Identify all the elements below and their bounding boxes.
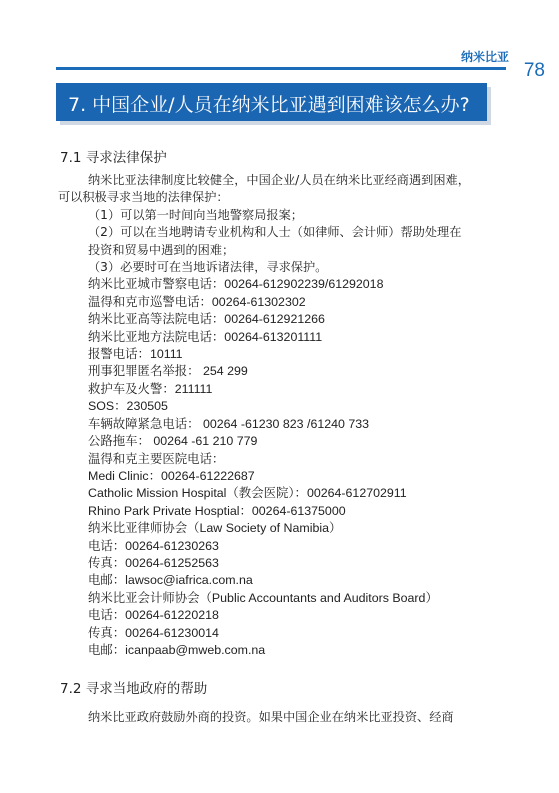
section-heading-7-2: 7.2 寻求当地政府的帮助 [60,681,208,697]
contact-line: 纳米比亚会计师协会（Public Accountants and Auditors Board） [88,590,438,605]
contact-line: SOS：230505 [88,399,168,414]
chapter-title: 7. 中国企业/人员在纳米比亚遇到困难该怎么办? [68,94,470,116]
contact-line: 温得和克主要医院电话： [88,451,225,466]
section-heading-7-1: 7.1 寻求法律保护 [60,150,167,166]
contact-line: 纳米比亚城市警察电话：00264-612902239/61292018 [88,277,384,292]
chapter-title-band [56,83,487,121]
contact-line: 公路拖车： 00264 -61 210 779 [88,434,258,449]
header-country: 纳米比亚 [460,50,509,64]
section-7-2-body: 纳米比亚政府鼓励外商的投资。如果中国企业在纳米比亚投资、经商 [88,710,454,724]
contact-line: 电话：00264-61230263 [88,538,219,553]
contact-line: Medi Clinic：00264-61222687 [88,468,255,483]
contact-line: Catholic Mission Hospital（教会医院）：00264-612702911 [88,486,407,501]
contact-line: 救护车及火警：211111 [88,381,213,396]
contact-line: 传真：00264-61252563 [88,555,219,570]
contact-line: 车辆故障紧急电话： 00264 -61230 823 /61240 733 [88,416,370,431]
paragraph-line: 可以积极寻求当地的法律保护： [58,190,229,205]
contact-line: Rhino Park Private Hosptial：00264-61375000 [88,503,346,518]
running-header [0,48,559,81]
page-number: 78 [523,60,545,81]
contact-line: 纳米比亚律师协会（Law Society of Namibia） [88,521,342,536]
paragraph-line: 纳米比亚法律制度比较健全，中国企业/人员在纳米比亚经商遇到困难， [88,173,470,187]
contact-line: 纳米比亚高等法院电话：00264-612921266 [88,312,325,327]
contact-line: 刑事犯罪匿名举报： 254 299 [88,364,248,379]
section-7-1-body [58,172,508,659]
list-item: （1）可以第一时间向当地警察局报案； [88,207,303,222]
contact-line: 传真：00264-61230014 [88,625,219,640]
list-item: （2）可以在当地聘请专业机构和人士（如律师、会计师）帮助处理在 [88,225,462,240]
contact-line: 电邮：lawsoc@iafrica.com.na [88,573,253,588]
list-item: （3）必要时可在当地诉诸法律，寻求保护。 [88,260,328,275]
contact-line: 报警电话：10111 [88,347,183,362]
contact-line: 温得和克市巡警电话：00264-61302302 [88,294,306,309]
header-rule [56,67,506,70]
contact-line: 电话：00264-61220218 [88,608,219,623]
contact-line: 纳米比亚地方法院电话：00264-613201111 [88,329,323,344]
contact-line: 电邮：icanpaab@mweb.com.na [88,642,266,657]
list-item-continuation: 投资和贸易中遇到的困难； [88,242,235,257]
contact-list [88,276,508,659]
